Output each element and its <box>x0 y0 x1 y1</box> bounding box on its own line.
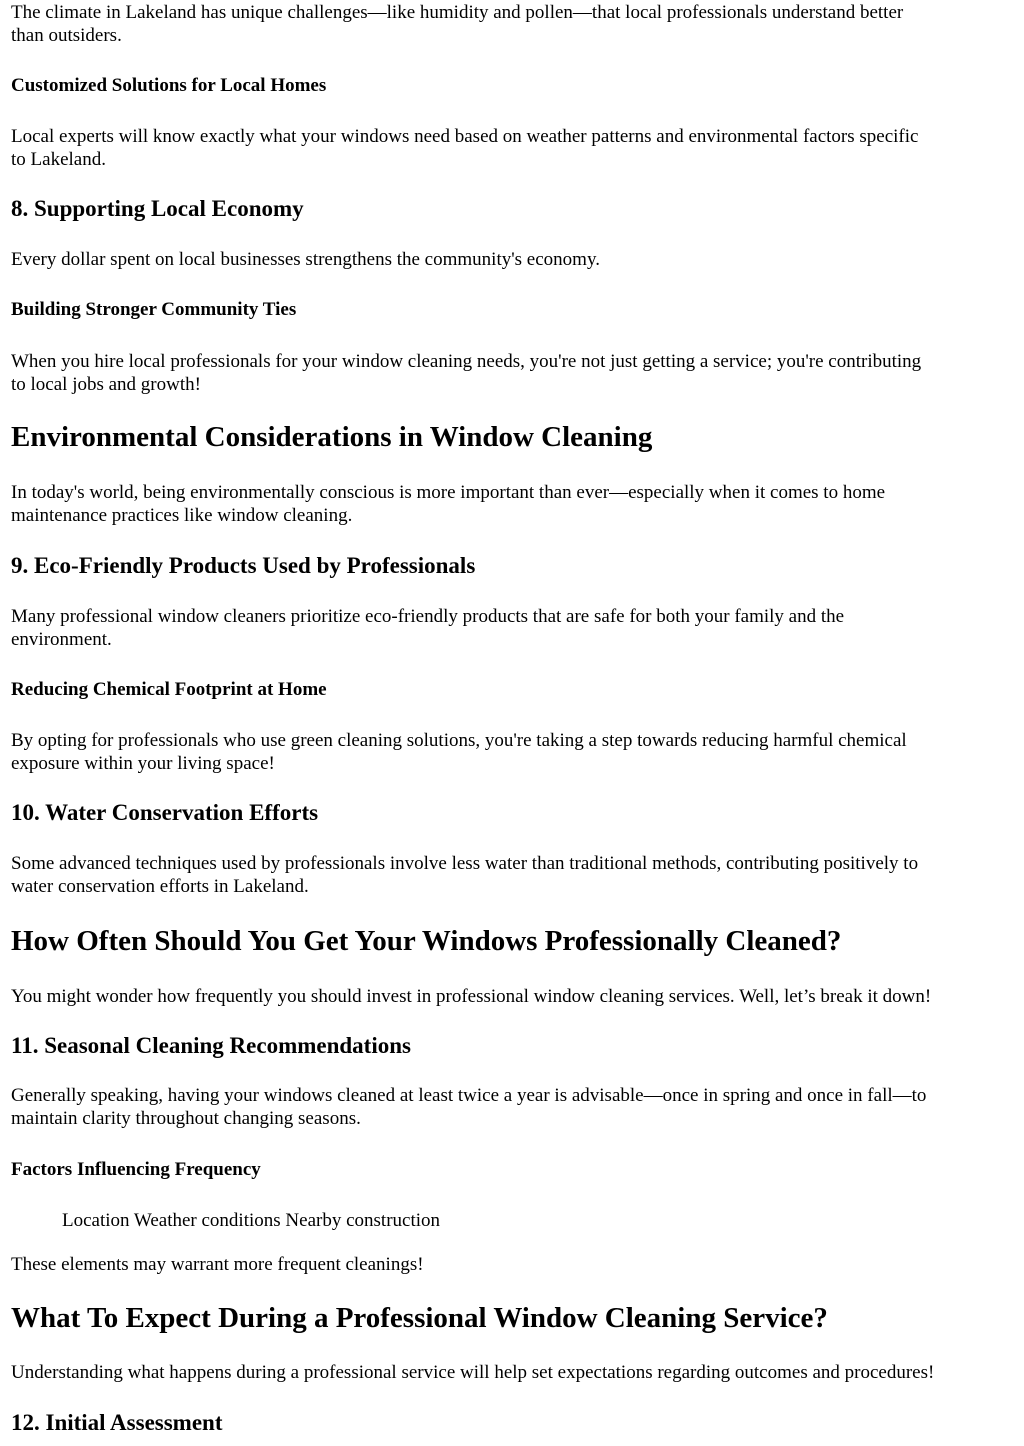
paragraph-hire-local-line-2: to local jobs and growth! <box>11 374 201 395</box>
paragraph-todays-world-line-2: maintenance practices like window cleaning. <box>11 505 353 526</box>
heading-supporting-local-economy: 8. Supporting Local Economy <box>11 196 304 221</box>
heading-initial-assessment: 12. Initial Assessment <box>11 1410 223 1435</box>
paragraph-wonder: You might wonder how frequently you should invest in professional window cleaning services. Well, let’s break it down! <box>11 986 932 1007</box>
heading-environmental-considerations: Environmental Considerations in Window Cleaning <box>11 421 653 453</box>
paragraph-opting-line-1: By opting for professionals who use green cleaning solutions, you're taking a step towards reducing harmful chemical <box>11 730 907 751</box>
heading-building-community-ties: Building Stronger Community Ties <box>11 299 297 320</box>
paragraph-many-pros-line-1: Many professional window cleaners prioritize eco-friendly products that are safe for both your family and the <box>11 606 845 627</box>
paragraph-hire-local-line-1: When you hire local professionals for your window cleaning needs, you're not just getting a service; you're contributing <box>11 351 922 372</box>
paragraph-local-experts-line-2: to Lakeland. <box>11 149 106 170</box>
paragraph-generally-line-1: Generally speaking, having your windows cleaned at least twice a year is advisable—once in spring and once in fall—to <box>11 1085 927 1106</box>
paragraph-todays-world-line-1: In today's world, being environmentally conscious is more important than ever—especially when it comes to home <box>11 482 886 503</box>
paragraph-opting-line-2: exposure within your living space! <box>11 753 275 774</box>
paragraph-understanding: Understanding what happens during a professional service will help set expectations regarding outcomes and procedures! <box>11 1362 935 1383</box>
paragraph-local-experts-line-1: Local experts will know exactly what your windows need based on weather patterns and environmental factors specific <box>11 126 919 147</box>
paragraph-advanced-line-1: Some advanced techniques used by professionals involve less water than traditional methods, contributing positively to <box>11 853 919 874</box>
heading-water-conservation: 10. Water Conservation Efforts <box>11 800 319 825</box>
heading-customized-solutions: Customized Solutions for Local Homes <box>11 75 327 96</box>
heading-what-to-expect: What To Expect During a Professional Window Cleaning Service? <box>11 1302 828 1334</box>
paragraph-elements: These elements may warrant more frequent cleanings! <box>11 1254 424 1275</box>
paragraph-generally-line-2: maintain clarity throughout changing seasons. <box>11 1108 361 1129</box>
heading-factors-frequency: Factors Influencing Frequency <box>11 1159 261 1180</box>
heading-eco-friendly-products: 9. Eco-Friendly Products Used by Professionals <box>11 553 476 578</box>
heading-seasonal-recommendations: 11. Seasonal Cleaning Recommendations <box>11 1033 411 1058</box>
paragraph-every-dollar: Every dollar spent on local businesses strengthens the community's economy. <box>11 249 600 270</box>
list-factors: Location Weather conditions Nearby construction <box>62 1210 441 1231</box>
heading-reducing-chemical-footprint: Reducing Chemical Footprint at Home <box>11 679 327 700</box>
paragraph-climate-line-1: The climate in Lakeland has unique challenges—like humidity and pollen—that local professionals understand better <box>11 2 904 23</box>
paragraph-many-pros-line-2: environment. <box>11 629 112 650</box>
paragraph-climate-line-2: than outsiders. <box>11 25 122 46</box>
paragraph-advanced-line-2: water conservation efforts in Lakeland. <box>11 876 309 897</box>
heading-how-often: How Often Should You Get Your Windows Professionally Cleaned? <box>11 925 842 957</box>
